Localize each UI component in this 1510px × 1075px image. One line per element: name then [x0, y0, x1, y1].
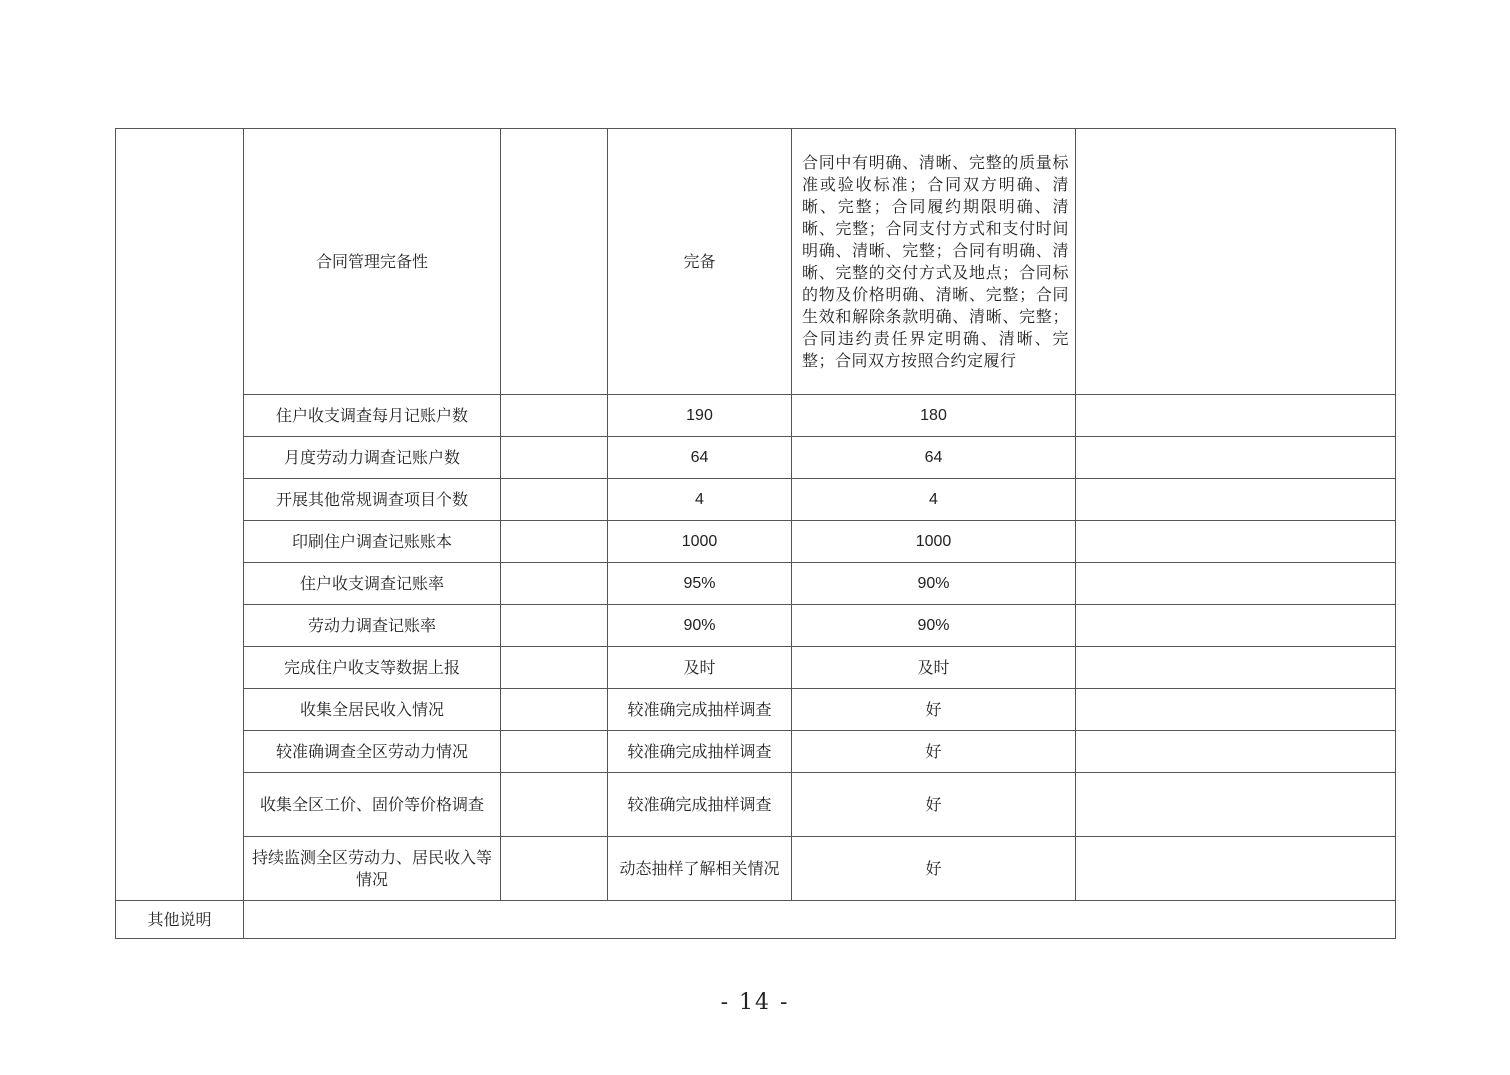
table-row — [116, 395, 1396, 437]
table-row — [116, 773, 1396, 837]
actual-cell: 180 — [792, 395, 1076, 437]
remark-cell — [1076, 479, 1396, 521]
actual-cell: 及时 — [792, 647, 1076, 689]
indicator-cell: 收集全居民收入情况 — [244, 689, 501, 731]
target-cell: 95% — [608, 563, 792, 605]
remark-cell — [1076, 731, 1396, 773]
other-notes-content — [244, 901, 1396, 939]
remark-cell — [1076, 563, 1396, 605]
blank-cell — [501, 647, 608, 689]
blank-cell — [501, 837, 608, 901]
actual-cell: 好 — [792, 731, 1076, 773]
indicator-cell: 收集全区工价、固价等价格调查 — [244, 773, 501, 837]
indicator-cell: 印刷住户调查记账账本 — [244, 521, 501, 563]
table-row — [116, 129, 1396, 395]
blank-cell — [501, 479, 608, 521]
indicator-cell: 较准确调查全区劳动力情况 — [244, 731, 501, 773]
actual-cell: 90% — [792, 563, 1076, 605]
actual-cell: 好 — [792, 837, 1076, 901]
actual-cell: 合同中有明确、清晰、完整的质量标准或验收标准；合同双方明确、清晰、完整；合同履约期限明确、清晰、完整；合同支付方式和支付时间明确、清晰、完整；合同有明确、清晰、完整的交付方式及地点；合同标的物及价格明确、清晰、完整；合同生效和解除条款明确、清晰、完整；合同违约责任界定明确、清晰、完整；合同双方按照合约定履行 — [792, 129, 1076, 395]
blank-cell — [501, 605, 608, 647]
actual-cell: 4 — [792, 479, 1076, 521]
target-cell: 较准确完成抽样调查 — [608, 773, 792, 837]
actual-cell: 好 — [792, 773, 1076, 837]
target-cell: 较准确完成抽样调查 — [608, 689, 792, 731]
blank-cell — [501, 395, 608, 437]
table-row — [116, 479, 1396, 521]
indicator-cell: 住户收支调查每月记账户数 — [244, 395, 501, 437]
indicator-cell: 完成住户收支等数据上报 — [244, 647, 501, 689]
target-cell: 较准确完成抽样调查 — [608, 731, 792, 773]
table-row — [116, 731, 1396, 773]
target-cell: 4 — [608, 479, 792, 521]
other-notes-label: 其他说明 — [116, 901, 244, 939]
actual-cell: 好 — [792, 689, 1076, 731]
target-cell: 1000 — [608, 521, 792, 563]
remark-cell — [1076, 773, 1396, 837]
blank-cell — [501, 437, 608, 479]
target-cell: 及时 — [608, 647, 792, 689]
indicator-cell: 劳动力调查记账率 — [244, 605, 501, 647]
page-number: - 14 - — [720, 990, 790, 1015]
blank-cell — [501, 563, 608, 605]
table-row — [116, 689, 1396, 731]
table-row — [116, 437, 1396, 479]
indicator-cell: 持续监测全区劳动力、居民收入等情况 — [244, 837, 501, 901]
remark-cell — [1076, 129, 1396, 395]
table-row — [116, 521, 1396, 563]
category-cell — [116, 129, 244, 901]
table-row — [116, 605, 1396, 647]
actual-cell: 64 — [792, 437, 1076, 479]
other-notes-row — [116, 901, 1396, 939]
blank-cell — [501, 731, 608, 773]
target-cell: 90% — [608, 605, 792, 647]
target-cell: 190 — [608, 395, 792, 437]
table-row — [116, 647, 1396, 689]
blank-cell — [501, 773, 608, 837]
target-cell: 64 — [608, 437, 792, 479]
blank-cell — [501, 689, 608, 731]
remark-cell — [1076, 521, 1396, 563]
performance-table — [115, 128, 1396, 939]
remark-cell — [1076, 395, 1396, 437]
indicator-cell: 合同管理完备性 — [244, 129, 501, 395]
remark-cell — [1076, 647, 1396, 689]
target-cell: 完备 — [608, 129, 792, 395]
remark-cell — [1076, 605, 1396, 647]
remark-cell — [1076, 689, 1396, 731]
remark-cell — [1076, 437, 1396, 479]
blank-cell — [501, 129, 608, 395]
indicator-cell: 住户收支调查记账率 — [244, 563, 501, 605]
target-cell: 动态抽样了解相关情况 — [608, 837, 792, 901]
remark-cell — [1076, 837, 1396, 901]
indicator-cell: 月度劳动力调查记账户数 — [244, 437, 501, 479]
blank-cell — [501, 521, 608, 563]
actual-cell: 1000 — [792, 521, 1076, 563]
indicator-cell: 开展其他常规调查项目个数 — [244, 479, 501, 521]
table-row — [116, 837, 1396, 901]
table-row — [116, 563, 1396, 605]
actual-cell: 90% — [792, 605, 1076, 647]
